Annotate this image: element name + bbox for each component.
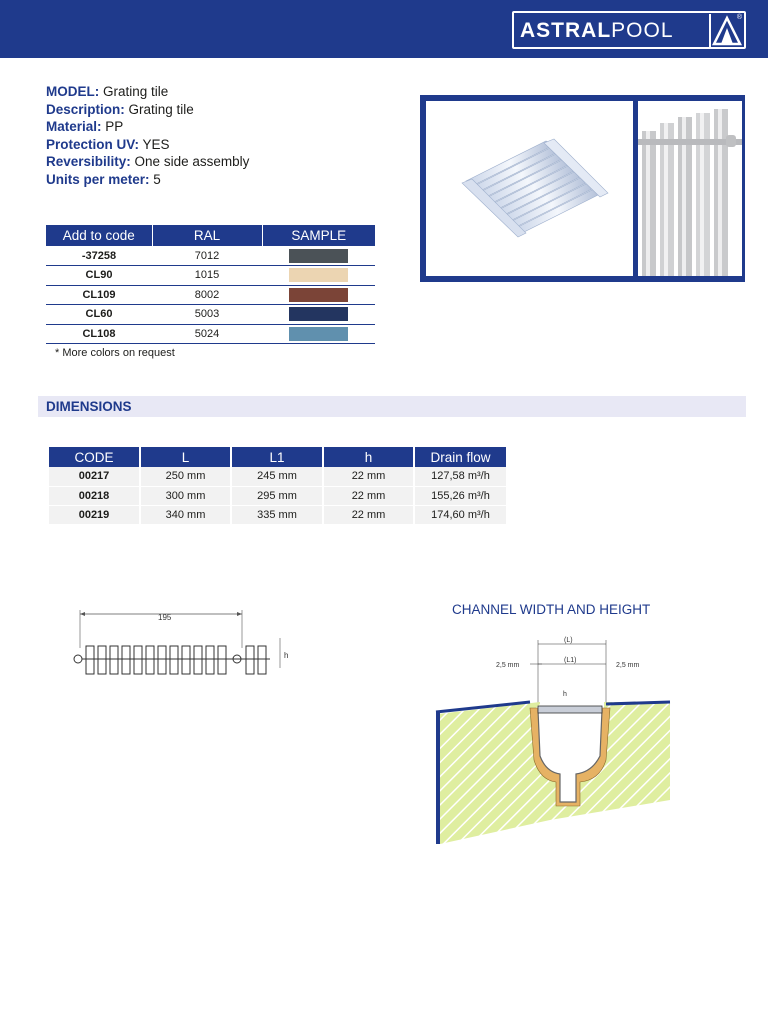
ral-value: 1015 [152,266,262,286]
product-specs [46,83,249,188]
spec-model [46,83,249,101]
cell-drain-flow: 127,58 m³/h [414,467,506,486]
spec-label: Material: [46,119,102,134]
spec-value: One side assembly [130,154,250,169]
color-code: CL109 [46,285,152,305]
spec-uv [46,136,249,154]
cell-length-l1: 335 mm [231,505,323,524]
color-options-table [46,225,375,344]
product-photo-frame [420,95,745,282]
color-swatch [289,249,348,263]
sample-cell [262,305,375,325]
grating-photo [426,101,633,276]
channel-gap-right: 2,5 mm [616,662,640,669]
col-code: CODE [49,447,140,467]
registered-mark: ® [736,14,742,21]
color-table-row [46,324,375,344]
dimensions-row [49,467,506,486]
cell-length-l1: 245 mm [231,467,323,486]
ral-value: 8002 [152,285,262,305]
color-table-row [46,266,375,286]
channel-gap-left: 2,5 mm [496,662,520,669]
cell-height-h: 22 mm [323,467,414,486]
cell-code: 00219 [49,505,140,524]
channel-label-l1: (L1) [564,657,577,664]
color-table-row [46,246,375,266]
spec-description [46,101,249,119]
color-code: -37258 [46,246,152,266]
color-swatch [289,288,348,302]
color-swatch [289,327,348,341]
color-table-header [46,225,375,246]
dimensions-table [49,447,506,525]
color-swatch [289,307,348,321]
spec-value: 5 [149,171,161,187]
spec-value: Grating tile [99,84,169,99]
col-l1: L1 [231,447,323,467]
color-table-row [46,285,375,305]
channel-section-drawing [430,630,675,851]
cell-drain-flow: 174,60 m³/h [414,505,506,524]
ral-value: 7012 [152,246,262,266]
dimensions-row [49,505,506,524]
cell-length-l1: 295 mm [231,486,323,505]
tile-profile-drawing [70,606,310,691]
color-swatch [289,268,348,282]
ral-value: 5003 [152,305,262,325]
dimensions-section-header [38,396,746,417]
spec-label: Reversibility: [46,154,131,169]
logo-text-light: POOL [611,19,674,42]
spec-value: Grating tile [124,101,194,117]
channel-label-h: h [563,691,567,698]
spec-material [46,118,249,136]
dimensions-table-header [49,447,506,467]
astralpool-logo [512,11,746,49]
spec-label: Units per meter: [46,171,150,187]
spec-value: PP [101,119,124,134]
tile-dimension-label: 195 [158,613,172,622]
cell-height-h: 22 mm [323,505,414,524]
col-drain-flow: Drain flow [414,447,506,467]
sample-cell [262,324,375,344]
tile-height-label: h [284,651,289,660]
ral-value: 5024 [152,324,262,344]
col-add-to-code: Add to code [46,225,152,246]
sample-cell [262,266,375,286]
dimensions-title: DIMENSIONS [46,399,132,414]
col-ral: RAL [152,225,262,246]
cell-drain-flow: 155,26 m³/h [414,486,506,505]
cell-code: 00218 [49,486,140,505]
spec-label: MODEL: [46,84,100,99]
spec-reversibility [46,153,249,171]
logo-wordmark [520,20,674,42]
color-code: CL90 [46,266,152,286]
cell-code: 00217 [49,467,140,486]
color-table-row [46,305,375,325]
spec-value: YES [139,136,170,152]
more-colors-note: * More colors on request [55,347,175,359]
dimensions-row [49,486,506,505]
col-sample: SAMPLE [262,225,375,246]
cell-length-l: 340 mm [140,505,231,524]
color-code: CL108 [46,324,152,344]
cell-length-l: 300 mm [140,486,231,505]
col-h: h [323,447,414,467]
spec-units [46,171,249,189]
header-bar [0,0,768,58]
sample-cell [262,285,375,305]
spec-label: Description: [46,101,125,117]
spec-label: Protection UV: [46,136,140,152]
channel-section-title: CHANNEL WIDTH AND HEIGHT [452,602,651,617]
logo-text-bold: ASTRAL [520,19,612,42]
color-code: CL60 [46,305,152,325]
sample-cell [262,246,375,266]
grating-closeup-photo [638,101,742,276]
channel-label-l: (L) [564,637,573,644]
col-l: L [140,447,231,467]
cell-length-l: 250 mm [140,467,231,486]
cell-height-h: 22 mm [323,486,414,505]
